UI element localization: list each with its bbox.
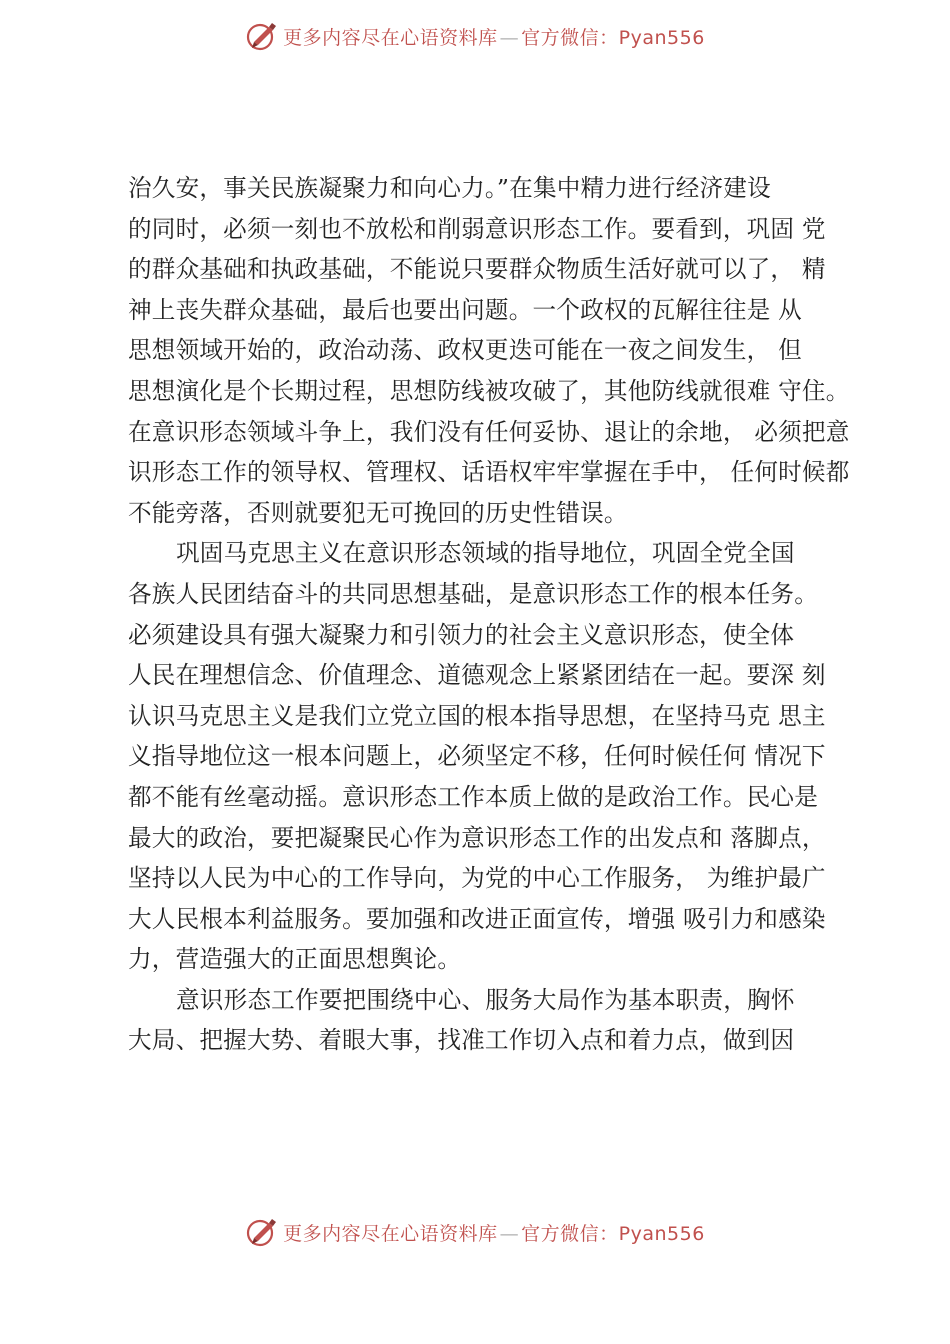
text-line: 思想演化是个长期过程，思想防线被攻破了，其他防线就很难 守住。 [128,376,850,405]
text-line: 意识形态工作要把围绕中心、服务大局作为基本职责，胸怀 [176,985,795,1014]
text-line: 不能旁落，否则就要犯无可挽回的历史性错误。 [128,498,628,527]
banner-separator: — [499,26,520,49]
text-line: 最大的政治，要把凝聚民心作为意识形态工作的出发点和 落脚点， [128,823,826,852]
banner-text [283,1219,705,1246]
text-line: 力，营造强大的正面思想舆论。 [128,945,462,974]
text-line: 的同时，必须一刻也不放松和削弱意识形态工作。要看到，巩固 党 [128,214,826,243]
text-line: 神上丧失群众基础，最后也要出问题。一个政权的瓦解往往是 从 [128,295,802,324]
text-line: 各族人民团结奋斗的共同思想基础，是意识形态工作的根本任务。 [128,579,819,608]
text-line: 在意识形态领域斗争上，我们没有任何妥协、退让的余地， 必须把意 [128,417,850,446]
text-line: 认识马克思主义是我们立党立国的根本指导思想，在坚持马克 思主 [128,701,826,730]
text-line: 大局、把握大势、着眼大事，找准工作切入点和着力点，做到因 [128,1026,795,1055]
footer-banner [0,1210,950,1254]
header-banner [0,14,950,58]
banner-title: 更多内容尽在心语资料库 [283,1222,498,1245]
text-line: 义指导地位这一根本问题上，必须坚定不移，任何时候任何 情况下 [128,742,826,771]
paragraph-2 [128,533,860,980]
pen-logo-icon [245,1215,279,1249]
text-line: 巩固马克思主义在意识形态领域的指导地位，巩固全党全国 [176,539,795,568]
text-line: 治久安，事关民族凝聚力和向心力。”在集中精力进行经济建设 [128,174,771,202]
banner-text [283,23,705,50]
paragraph-3 [128,980,860,1061]
banner-contact: 官方微信：Pyan556 [521,26,705,49]
text-line: 必须建设具有强大凝聚力和引领力的社会主义意识形态，使全体 [128,620,795,649]
paragraph-1 [128,168,860,533]
text-line: 识形态工作的领导权、管理权、话语权牢牢掌握在手中， 任何时候都 [128,458,850,487]
document-body [128,168,860,1061]
text-line: 坚持以人民为中心的工作导向，为党的中心工作服务， 为维护最广 [128,864,826,893]
text-line: 思想领域开始的，政治动荡、政权更迭可能在一夜之间发生， 但 [128,336,802,365]
banner-contact: 官方微信：Pyan556 [521,1222,705,1245]
text-line: 大人民根本利益服务。要加强和改进正面宣传，增强 吸引力和感染 [128,904,826,933]
text-line: 的群众基础和执政基础，不能说只要群众物质生活好就可以了， 精 [128,255,826,284]
text-line: 人民在理想信念、价值理念、道德观念上紧紧团结在一起。要深 刻 [128,661,826,690]
text-line: 都不能有丝毫动摇。意识形态工作本质上做的是政治工作。民心是 [128,782,819,811]
banner-separator: — [499,1222,520,1245]
pen-logo-icon [245,19,279,53]
banner-title: 更多内容尽在心语资料库 [283,26,498,49]
